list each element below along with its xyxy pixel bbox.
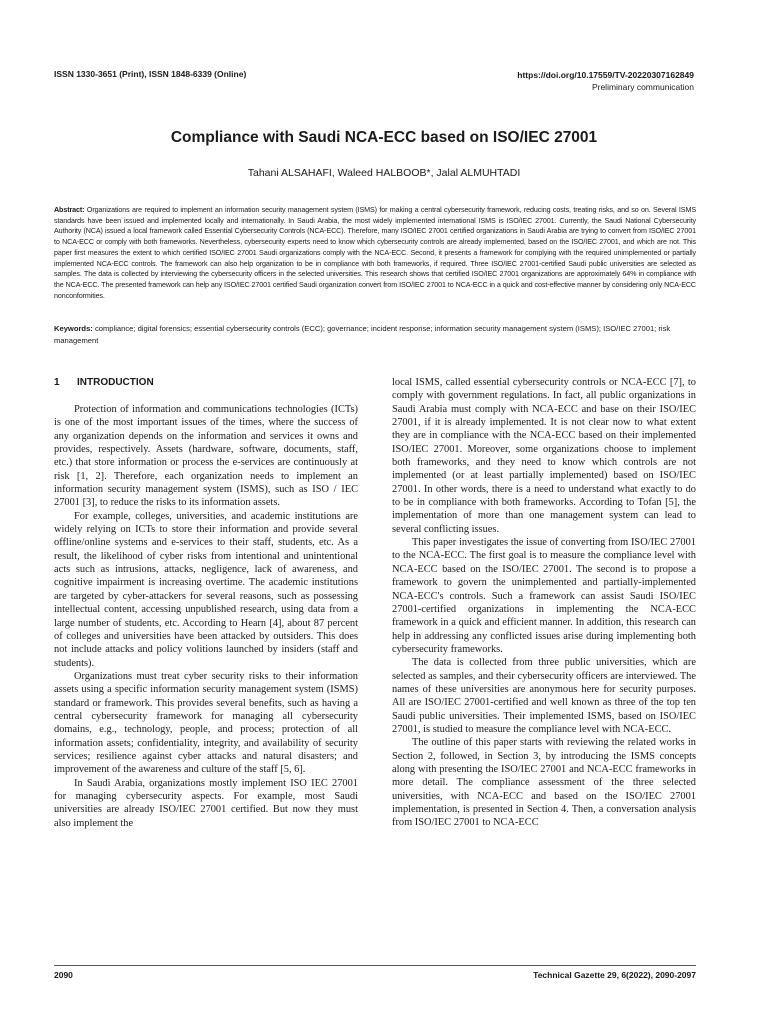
body-paragraph: This paper investigates the issue of converting from ISO/IEC 27001 to the NCA-ECC. The first goal is to measure the compliance level with NCA-ECC based on the ISO/IEC 27001. The second is to propose a framework to govern the unimplemented and partially-implemented NCA-ECC's controls. Such a framework can assist Saudi ISO/IEC 27001-certified organizations in implementing the NCA-ECC framework in a quick and efficient manner. In addition, this research can help in addressing any conflicted issues arise during implementing both cybersecurity frameworks. [392, 537, 696, 655]
section-number: 1 [54, 377, 60, 388]
keywords-text: compliance; digital forensics; essential cybersecurity controls (ECC); governance; incident response; information security management system (ISMS); ISO/IEC 27001; risk management [54, 324, 671, 345]
abstract [54, 205, 696, 301]
page-number: 2090 [54, 970, 73, 980]
body-paragraph: For example, colleges, universities, and academic institutions are widely relying on ICTs to store their information and provide several offline/online systems and e-services to their staff, students, etc. As a result, the likelihood of cyber risks from intentional and unintentional acts such as intrusions, attacks, negligence, lack of awareness, and cognitive impairment is increasing overtime. The academic institutions are targeted by cyber-attackers for several reasons, such as possessing intellectual content, accessing unpublished research, using data from a large number of students, etc. According to Hearn [4], about 87 percent of colleges and universities have been attacked by outsiders. This does not include attacks and policy volitions launched by insiders (staff and students). [54, 510, 358, 669]
body-paragraph: The outline of this paper starts with reviewing the related works in Section 2, followed, in Section 3, by introducing the ISMS concepts along with presenting the ISO/IEC 27001 and NCA-ECC frameworks in more detail. The compliance assessment of the three selected universities, with NCA-ECC and based on the ISO/IEC 27001 implementation, is presented in Section 4. Then, a conversation analysis from ISO/IEC 27001 to NCA-ECC [392, 737, 696, 829]
body-paragraph: The data is collected from three public universities, which are selected as samples, and their cybersecurity officers are interviewed. The names of these universities are anonymous here for security purposes. All are ISO/IEC 27001-certified and well known as three of the top ten Saudi public universities. Their implemented ISMS, based on ISO/IEC 27001, is studied to measure the compliance level with NCA-ECC. [392, 657, 696, 735]
footer-divider [54, 965, 696, 966]
keywords [54, 323, 696, 346]
keywords-label: Keywords: [54, 324, 93, 333]
section-title: INTRODUCTION [77, 377, 154, 388]
header-right [517, 69, 694, 93]
body-paragraph: In Saudi Arabia, organizations mostly implement ISO IEC 27001 for managing cybersecurity aspects. For example, most Saudi universities are already ISO/IEC 27001 certified. But now they must also implement the [54, 777, 358, 829]
right-column [392, 376, 696, 830]
body-paragraph: Protection of information and communications technologies (ICTs) is one of the most important issues of the times, where the success of any organization depends on the information and services it owns and provides, respectively. Assets (hardware, software, documents, staff, etc.) that store information or process the e-services are continuously at risk [1, 2]. Therefore, each organization needs to implement an information security management system (ISMS), such as ISO / IEC 27001 [3], to reduce the risks to its information assets. [54, 404, 358, 509]
paper-title: Compliance with Saudi NCA-ECC based on ISO/IEC 27001 [170, 129, 598, 146]
abstract-text: Organizations are required to implement an information security management system (ISMS) for making a central cybersecurity framework, reducing costs, treating risks, and so on. Several ISMS standards have been issued and implemented locally and internationally. In Saudi Arabia, the most widely implemented international ISMS is ISO/IEC 27001. Currently, the Saudi National Cybersecurity Authority (NCA) issued a local framework called Essential Cybersecurity Controls (NCA-ECC). Therefore, many ISO/IEC 27001 certified organizations in Saudi Arabia are trying to convert from ISO/IEC 27001 to NCA-ECC or comply with both frameworks. Nevertheless, cybersecurity experts need to know which cybersecurity controls are already implemented, based on the ISO/IEC 27001, and which are not. This paper first measures the extent to which certified ISO/IEC 27001 Saudi organizations comply with the NCA-ECC. Second, it presents a framework for complying with the required unimplemented or partially implemented NCA-ECC controls. The framework can also help organization to be in compliance with both frameworks, if required. Three ISO/IEC 27001-certified Saudi public universities are selected as samples. The data is collected by interviewing the cybersecurity officers in the selected universities. This research shows that certified ISO/IEC 27001 organizations are approximately 64% in compliance with the NCA-ECC. The presented framework can help any ISO/IEC 27001 certified Saudi organization convert from ISO/IEC 27001 to NCA-ECC in a quick and cost-effective manner by considering only NCA-ECC nonconformities. [54, 206, 696, 300]
article-type: Preliminary communication [591, 82, 694, 92]
body-paragraph: local ISMS, called essential cybersecurity controls or NCA-ECC [7], to comply with government regulations. In fact, all public organizations in Saudi Arabia must comply with NCA-ECC and base on their ISO/IEC 27001, if it is already implemented. It is not clear now to what extent they are in compliance with the NCA-ECC based on their implemented ISO/IEC 27001. Moreover, some organizations choose to implement both frameworks, and they need to know which controls are not implemented (or at least partially implemented) based on ISO/IEC 27001. In other words, there is a need to understand what exactly to do to be in compliance with both frameworks. According to Tofan [5], the implementation of more than one management system can lead to several conflicting issues. [392, 377, 696, 535]
left-column [54, 376, 358, 830]
body-paragraph: Organizations must treat cyber security risks to their information assets using a specific information security management system (ISMS) standard or framework. This provides several benefits, such as having a central cybersecurity framework for managing all cybersecurity domains, e.g., technology, people, and process; protection of all information assets; confidentiality, integrity, and availability of security services; resilience against cyber attacks and natural disasters; and improvement of the awareness and culture of the staff [5, 6]. [54, 670, 358, 776]
doi-link[interactable]: https://doi.org/10.17559/TV-20220307162849 [517, 70, 694, 80]
section-heading [54, 376, 358, 390]
issn-line: ISSN 1330-3651 (Print), ISSN 1848-6339 (Online) [54, 69, 247, 79]
abstract-label: Abstract: [54, 206, 85, 214]
journal-citation: Technical Gazette 29, 6(2022), 2090-2097 [533, 970, 696, 980]
author-list: Tahani ALSAHAFI, Waleed HALBOOB*, Jalal ALMUHTADI [247, 167, 521, 179]
